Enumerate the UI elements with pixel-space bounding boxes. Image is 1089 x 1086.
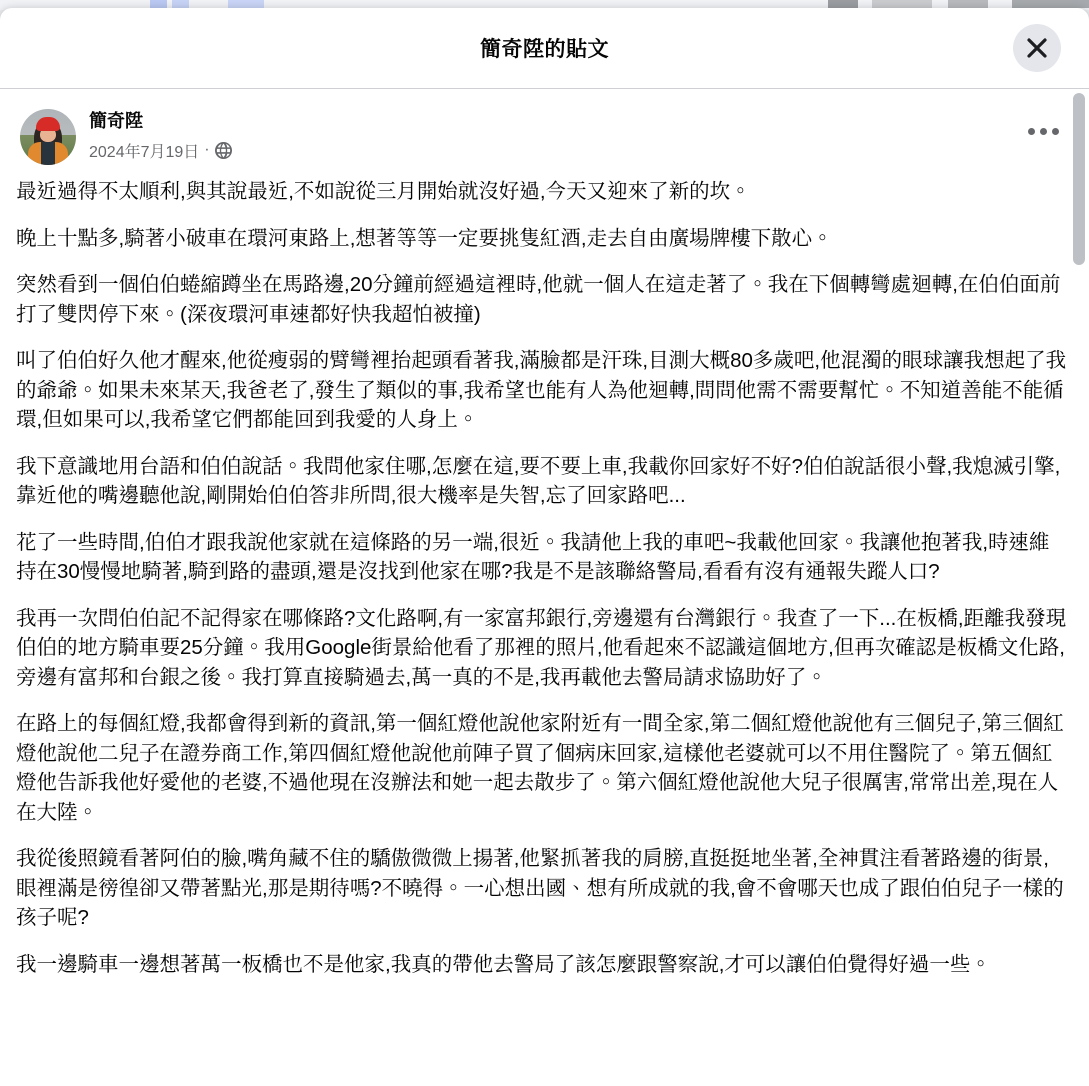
post-paragraph: 叫了伯伯好久他才醒來,他從瘦弱的臂彎裡抬起頭看著我,滿臉都是汗珠,目測大概80多歲吧,他混濁的眼球讓我想起了我的爺爺。如果未來某天,我爸老了,發生了類似的事,我希望也能有人為他迴轉,問問他需不需要幫忙。不知道善能不能循環,但如果可以,我希望它們都能回到我愛的人身上。 [16,349,1067,432]
post-paragraph: 最近過得不太順利,與其說最近,不如說從三月開始就沒好過,今天又迎來了新的坎。 [16,180,751,203]
background-chip [228,0,264,8]
post-meta [89,139,232,162]
background-chip [872,0,932,8]
close-button[interactable] [1013,24,1061,72]
post-paragraph: 我下意識地用台語和伯伯說話。我問他家住哪,怎麼在這,要不要上車,我載你回家好不好?伯伯說話很小聲,我熄滅引擎,靠近他的嘴邊聽他說,剛開始伯伯答非所問,很大機率是失智,忘了回家路吧... [16,454,1061,508]
modal-title: 簡奇陞的貼文 [480,38,609,61]
ellipsis-icon [1028,128,1035,135]
author-name[interactable]: 簡奇陞 [89,111,143,131]
ellipsis-icon [1040,128,1047,135]
post-scroll-area [0,89,1089,1086]
post-paragraph: 晚上十點多,騎著小破車在環河東路上,想著等等一定要挑隻紅酒,走去自由廣場牌樓下散心。 [16,226,833,250]
close-icon [1026,37,1048,59]
modal-header [0,8,1089,89]
globe-icon [215,142,232,159]
author-block [89,109,232,162]
post-paragraph: 突然看到一個伯伯蜷縮蹲坐在馬路邊,20分鐘前經過這裡時,他就一個人在這走著了。我在下個轉彎處迴轉,在伯伯面前打了雙閃停下來。(深夜環河車速都好快我超怕被撞) [16,273,1061,326]
scrollbar-thumb[interactable] [1073,93,1085,265]
post-paragraph: 我再一次問伯伯記不記得家在哪條路?文化路啊,有一家富邦銀行,旁邊還有台灣銀行。我查了一下...在板橋,距離我發現伯伯的地方騎車要25分鐘。我用Google街景給他看了那裡的照片,他看起來不認識這個地方,但再次確認是板橋文化路,旁邊有富邦和台銀之後。我打算直接騎過去,萬一真的不是,我再載他去警局請求協助好了。 [16,606,1067,689]
post-paragraph: 花了一些時間,伯伯才跟我說他家就在這條路的另一端,很近。我請他上我的車吧~我載他回家。我讓他抱著我,時速維持在30慢慢地騎著,騎到路的盡頭,還是沒找到他家在哪?我是不是該聯絡警局,看看有沒有通報失蹤人口? [16,530,1050,584]
avatar[interactable] [20,109,76,165]
ellipsis-icon [1052,128,1059,135]
background-chip [828,0,858,8]
background-chip [1012,0,1089,8]
post-paragraph: 我一邊騎車一邊想著萬一板橋也不是他家,我真的帶他去警局了該怎麼跟警察說,才可以讓伯伯覺得好過一些。 [16,952,991,976]
post-date[interactable]: 2024年7月19日 [89,143,200,161]
post-text [0,173,1089,979]
post-paragraph: 我從後照鏡看著阿伯的臉,嘴角藏不住的驕傲微微上揚著,他緊抓著我的肩膀,直挺挺地坐著,全神貫注看著路邊的街景,眼裡滿是徬徨卻又帶著點光,那是期待嗎?不曉得。一心想出國、想有所成就的我,會不會哪天也成了跟伯伯兒子一樣的孩子呢? [16,847,1064,930]
background-chip [172,0,189,8]
avatar-cap [36,117,60,131]
background-chip [948,0,988,8]
post-options-button[interactable] [1021,111,1065,151]
post-header [0,89,1089,173]
avatar-vest [41,142,55,165]
background-chip [150,0,167,8]
meta-separator: · [204,141,210,159]
post-modal [0,8,1089,1086]
post-paragraph: 在路上的每個紅燈,我都會得到新的資訊,第一個紅燈他說他家附近有一間全家,第二個紅燈他說他有三個兒子,第三個紅燈他說他二兒子在證券商工作,第四個紅燈他說他前陣子買了個病床回家,這樣他老婆就可以不用住醫院了。第五個紅燈他告訴我他好愛他的老婆,不過他現在沒辦法和她一起去散步了。第六個紅燈他說他大兒子很厲害,常常出差,現在人在大陸。 [16,712,1064,824]
